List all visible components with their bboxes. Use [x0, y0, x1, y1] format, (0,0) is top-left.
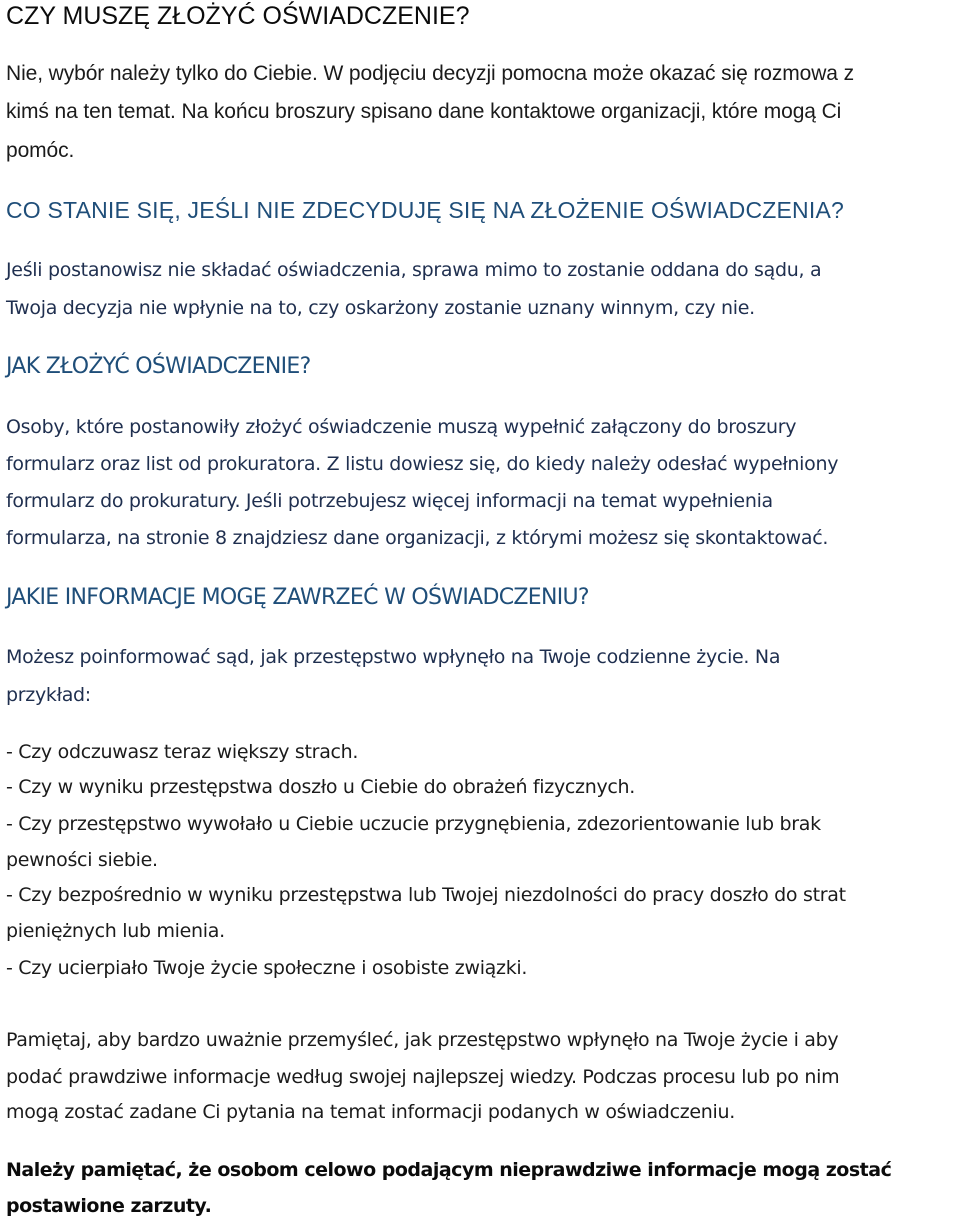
- paragraph-line: Możesz poinformować sąd, jak przestępstwo wpłynęło na Twoje codzienne życie. Na: [6, 646, 781, 668]
- paragraph-line: Osoby, które postanowiły złożyć oświadczenie muszą wypełnić załączony do broszury: [6, 416, 797, 438]
- list-item: - Czy w wyniku przestępstwa doszło u Ciebie do obrażeń fizycznych.: [6, 776, 636, 798]
- paragraph-line: przykład:: [6, 684, 91, 706]
- paragraph-line: formularz do prokuratury. Jeśli potrzebujesz więcej informacji na temat wypełnienia: [6, 490, 773, 512]
- list-item: - Czy ucierpiało Twoje życie społeczne i osobiste związki.: [6, 957, 528, 979]
- list-item-continuation: pewności siebie.: [6, 849, 158, 871]
- paragraph-line: formularza, na stronie 8 znajdziesz dane organizacji, z którymi możesz się skontaktować.: [6, 527, 829, 549]
- heading-what-information: JAKIE INFORMACJE MOGĘ ZAWRZEĆ W OŚWIADCZENIU?: [6, 585, 589, 610]
- paragraph-line: Nie, wybór należy tylko do Ciebie. W podjęciu decyzji pomocna może okazać się rozmowa z: [6, 62, 855, 85]
- paragraph-line: Pamiętaj, aby bardzo uważnie przemyśleć, jak przestępstwo wpłynęło na Twoje życie i aby: [6, 1029, 839, 1051]
- heading-how-to-submit: JAK ZŁOŻYĆ OŚWIADCZENIE?: [6, 354, 311, 379]
- paragraph-line: pomóc.: [6, 139, 75, 162]
- list-item-continuation: pieniężnych lub mienia.: [6, 920, 225, 942]
- paragraph-line: mogą zostać zadane Ci pytania na temat informacji podanych w oświadczeniu.: [6, 1101, 735, 1123]
- heading-must-submit: CZY MUSZĘ ZŁOŻYĆ OŚWIADCZENIE?: [6, 2, 470, 30]
- warning-line: postawione zarzuty.: [6, 1195, 212, 1217]
- list-item: - Czy przestępstwo wywołało u Ciebie uczucie przygnębienia, zdezorientowanie lub brak: [6, 813, 821, 835]
- warning-line: Należy pamiętać, że osobom celowo podającym nieprawdziwe informacje mogą zostać: [6, 1159, 892, 1181]
- heading-what-if-not: CO STANIE SIĘ, JEŚLI NIE ZDECYDUJĘ SIĘ NA ZŁOŻENIE OŚWIADCZENIA?: [6, 197, 844, 223]
- paragraph-line: Jeśli postanowisz nie składać oświadczenia, sprawa mimo to zostanie oddana do sądu, a: [6, 259, 822, 281]
- paragraph-line: formularz oraz list od prokuratora. Z listu dowiesz się, do kiedy należy odesłać wypełniony: [6, 453, 839, 475]
- list-item: - Czy odczuwasz teraz większy strach.: [6, 741, 359, 763]
- list-item: - Czy bezpośrednio w wyniku przestępstwa lub Twojej niezdolności do pracy doszło do strat: [6, 884, 846, 906]
- paragraph-line: Twoja decyzja nie wpłynie na to, czy oskarżony zostanie uznany winnym, czy nie.: [6, 297, 755, 319]
- paragraph-line: kimś na ten temat. Na końcu broszury spisano dane kontaktowe organizacji, które mogą Ci: [6, 100, 842, 123]
- paragraph-line: podać prawdziwe informacje według swojej najlepszej wiedzy. Podczas procesu lub po nim: [6, 1066, 840, 1088]
